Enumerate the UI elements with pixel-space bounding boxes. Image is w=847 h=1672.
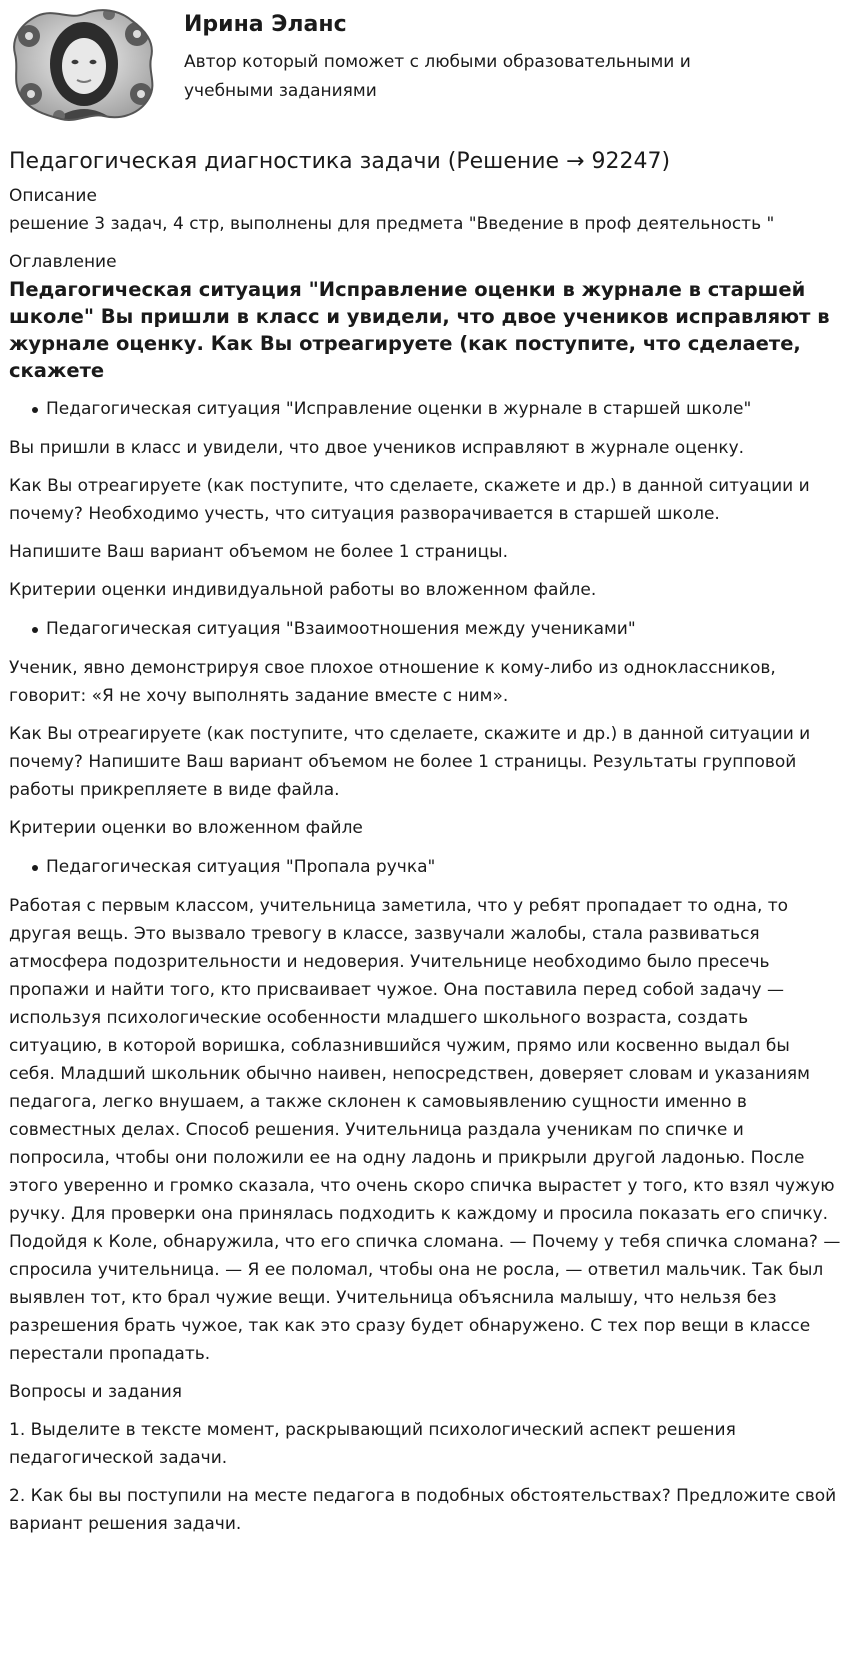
situation-1-bullet: Педагогическая ситуация "Исправление оценки в журнале в старшей школе" (46, 394, 841, 424)
author-description: Автор который поможет с любыми образовательными и учебными заданиями (184, 52, 691, 101)
situation-2-list (9, 614, 841, 644)
toc-heading: Педагогическая ситуация "Исправление оценки в журнале в старшей школе" Вы пришли в класс и увидели, что двое учеников исправляют в журнале оценку. Как Вы отреагируете (как поступите, что сделаете, скажете (9, 278, 830, 382)
page-title: Педагогическая диагностика задачи (Решение → 92247) (9, 149, 671, 174)
situation-2-paragraph: Ученик, явно демонстрируя свое плохое отношение к кому-либо из одноклассников, говорит: «Я не хочу выполнять задание вместе с ним». (9, 658, 776, 706)
main-content (9, 182, 841, 1548)
questions-heading: Вопросы и задания (9, 1382, 183, 1402)
situation-1-paragraph: Напишите Ваш вариант объемом не более 1 страницы. (9, 542, 508, 562)
situation-1-paragraph: Вы пришли в класс и увидели, что двое учеников исправляют в журнале оценку. (9, 438, 745, 458)
description-label: Описание (9, 186, 97, 206)
toc-label: Оглавление (9, 252, 117, 272)
situation-2-paragraph: Как Вы отреагируете (как поступите, что сделаете, скажите и др.) в данной ситуации и почему? Напишите Ваш вариант объемом не более 1 страницы. Результаты групповой работы прикрепляете в виде файла. (9, 724, 811, 800)
question-item: 1. Выделите в тексте момент, раскрывающий психологический аспект решения педагогической задачи. (9, 1420, 736, 1468)
situation-3-bullet: Педагогическая ситуация "Пропала ручка" (46, 852, 841, 882)
situation-2-paragraph: Критерии оценки во вложенном файле (9, 818, 363, 838)
author-card (9, 0, 839, 130)
page (9, 0, 841, 1534)
description-text: решение 3 задач, 4 стр, выполнены для предмета "Введение в проф деятельность " (9, 214, 775, 234)
situation-1-paragraph: Как Вы отреагируете (как поступите, что сделаете, скажете и др.) в данной ситуации и почему? Необходимо учесть, что ситуация разворачивается в старшей школе. (9, 476, 810, 524)
situation-1-list (9, 394, 841, 424)
author-name[interactable]: Ирина Эланс (184, 12, 347, 37)
author-avatar[interactable] (9, 6, 159, 124)
situation-2-bullet: Педагогическая ситуация "Взаимоотношения между учениками" (46, 614, 841, 644)
situation-3-paragraph: Работая с первым классом, учительница заметила, что у ребят пропадает то одна, то другая вещь. Это вызвало тревогу в классе, зазвучали жалобы, стала развиваться атмосфера подозрительности и недоверия. Учительнице необходимо было пресечь пропажи и найти того, кто присваивает чужое. Она поставила перед собой задачу — используя психологические особенности младшего школьного возраста, создать ситуацию, в которой воришка, соблазнившийся чужим, прямо или косвенно выдал бы себя. Младший школьник обычно наивен, непосредствен, доверяет словам и указаниям педагога, легко внушаем, а также склонен к самовыявлению сущности именно в совместных делах. Способ решения. Учительница раздала ученикам по спичке и попросила, чтобы они положили ее на одну ладонь и прикрыли другой ладонью. После этого уверенно и громко сказала, что очень скоро спичка вырастет у того, кто взял чужую ручку. Для проверки она принялась подходить к каждому и просила показать его спичку. Подойдя к Коле, обнаружила, что его спичка сломана. — Почему у тебя спичка сломана? — спросила учительница. — Я ее поломал, чтобы она не росла, — ответил мальчик. Так был выявлен тот, кто брал чужие вещи. Учительница объяснила малышу, что нельзя без разрешения брать чужое, так как это сразу будет обнаружено. С тех пор вещи в классе перестали пропадать. (9, 896, 841, 1364)
situation-1-paragraph: Критерии оценки индивидуальной работы во вложенном файле. (9, 580, 597, 600)
question-item: 2. Как бы вы поступили на месте педагога в подобных обстоятельствах? Предложите свой вариант решения задачи. (9, 1486, 837, 1534)
situation-3-list (9, 852, 841, 882)
